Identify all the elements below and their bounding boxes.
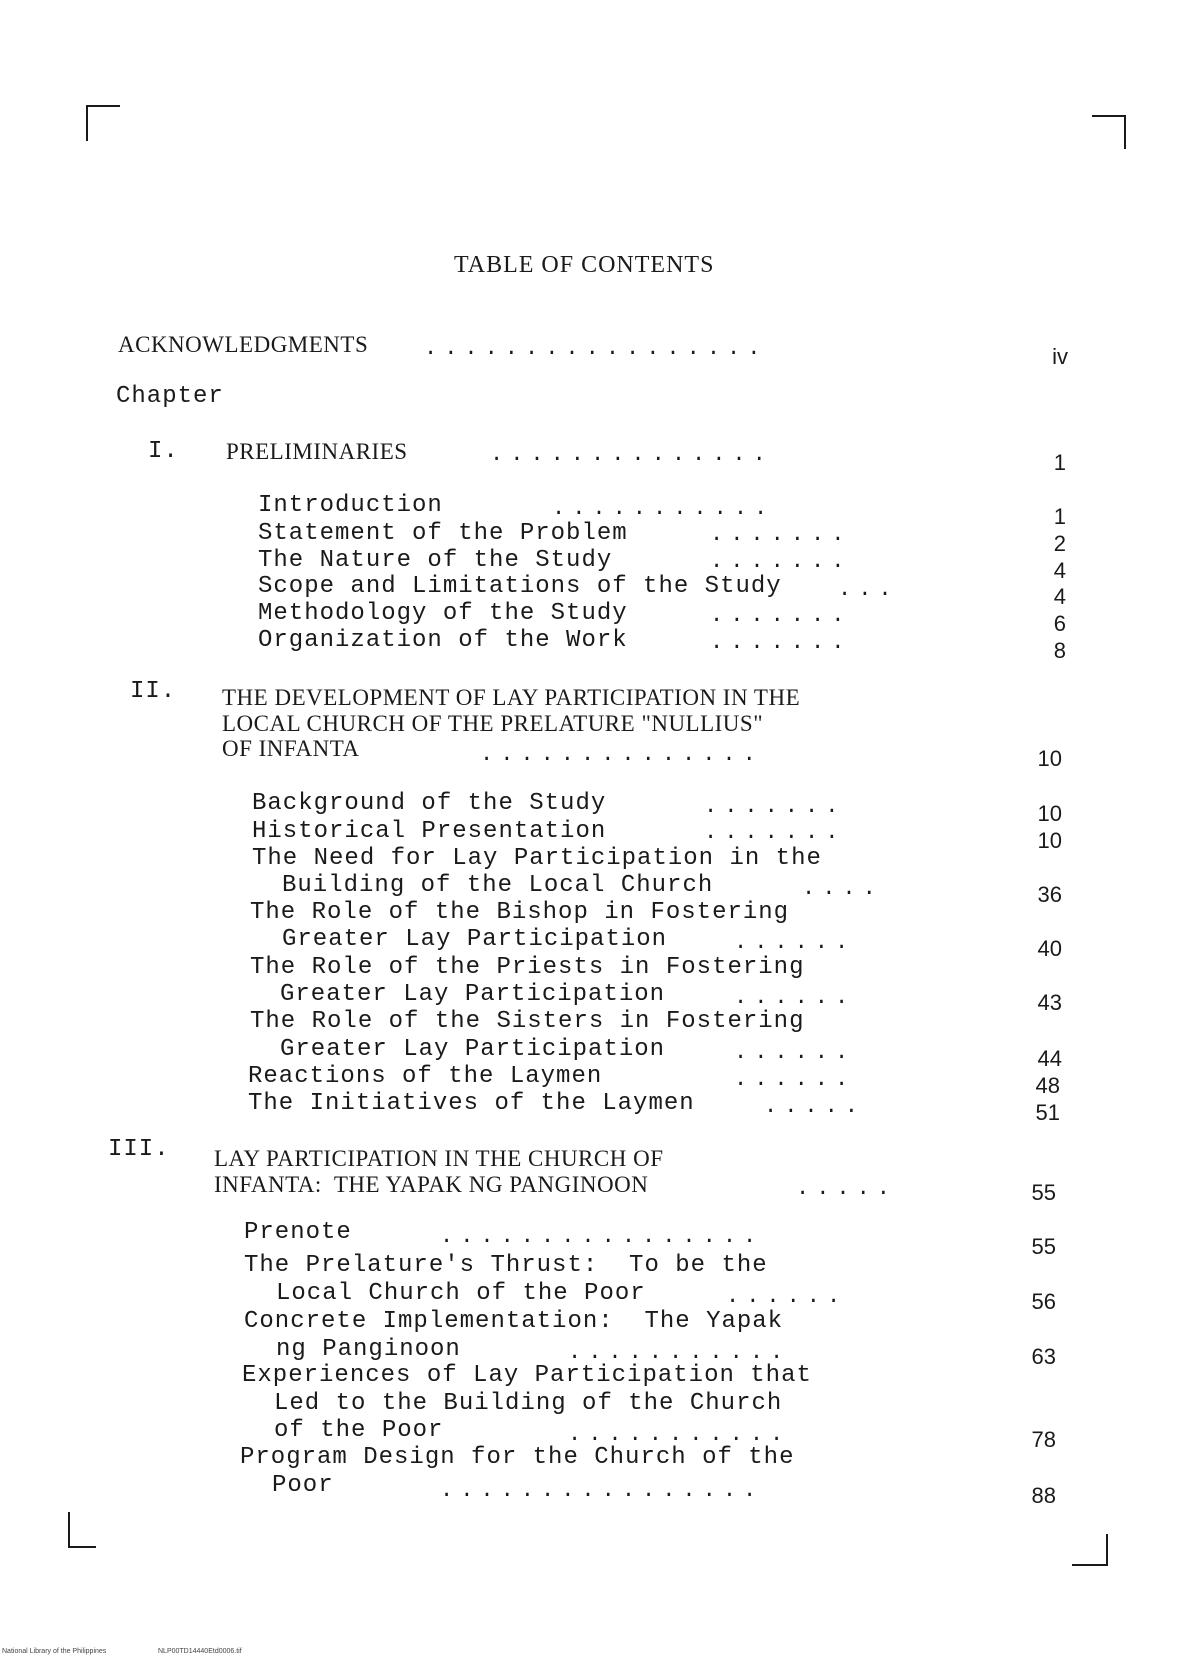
section-title: ng Panginoon xyxy=(276,1336,461,1363)
section-page: 56 xyxy=(1031,1289,1056,1314)
section-title: Reactions of the Laymen xyxy=(248,1063,603,1090)
section-title: Experiences of Lay Participation that xyxy=(242,1362,812,1389)
section-page: 2 xyxy=(1053,531,1066,556)
section-title: Methodology of the Study xyxy=(258,600,628,627)
section-title: Background of the Study xyxy=(252,790,607,817)
leader-dots: ................ xyxy=(440,1224,764,1249)
crop-mark-bottom-left xyxy=(68,1512,70,1548)
page-title: TABLE OF CONTENTS xyxy=(454,252,715,278)
crop-mark-top-left xyxy=(86,105,88,141)
leader-dots: ........... xyxy=(552,496,775,521)
leader-dots: ..... xyxy=(764,1094,866,1119)
section-title: The Prelature's Thrust: To be the xyxy=(244,1252,768,1279)
leader-dots: ...... xyxy=(734,985,856,1010)
chapter-page: 1 xyxy=(1053,450,1066,475)
section-title: Historical Presentation xyxy=(252,818,607,845)
section-page: 4 xyxy=(1053,584,1066,609)
chapter-title: LAY PARTICIPATION IN THE CHURCH OF xyxy=(214,1146,664,1171)
section-page: 51 xyxy=(1035,1100,1060,1125)
crop-mark-bottom-right xyxy=(1072,1564,1108,1566)
section-title: Scope and Limitations of the Study xyxy=(258,573,782,600)
leader-dots: ....... xyxy=(710,522,852,547)
leader-dots: .............. xyxy=(480,742,763,767)
section-page: 43 xyxy=(1037,990,1062,1015)
section-title: Prenote xyxy=(244,1219,352,1246)
section-title: The Nature of the Study xyxy=(258,547,613,574)
section-page: 44 xyxy=(1037,1046,1062,1071)
chapter-page: 55 xyxy=(1031,1180,1056,1205)
chapter-title: LOCAL CHURCH OF THE PRELATURE "NULLIUS" xyxy=(222,711,764,736)
section-page: 40 xyxy=(1037,936,1062,961)
leader-dots: ........... xyxy=(568,1422,791,1447)
chapter-title: OF INFANTA xyxy=(222,736,360,761)
leader-dots: ....... xyxy=(710,630,852,655)
section-title: The Role of the Bishop in Fostering xyxy=(250,899,790,926)
crop-mark-top-right xyxy=(1092,115,1126,117)
section-title: Building of the Local Church xyxy=(282,872,714,899)
section-page: 10 xyxy=(1037,801,1062,826)
chapter-title: PRELIMINARIES xyxy=(226,439,408,464)
section-title: Organization of the Work xyxy=(258,627,628,654)
section-title: Introduction xyxy=(258,492,443,519)
chapter-title: THE DEVELOPMENT OF LAY PARTICIPATION IN THE xyxy=(222,685,801,710)
section-page: 88 xyxy=(1031,1483,1056,1508)
section-page: 10 xyxy=(1037,828,1062,853)
footer-source: National Library of the Philippines xyxy=(2,1648,107,1655)
section-title: The Role of the Priests in Fostering xyxy=(250,954,805,981)
section-page: 55 xyxy=(1031,1234,1056,1259)
leader-dots: ...... xyxy=(726,1284,848,1309)
leader-dots: ................. xyxy=(424,336,768,361)
crop-mark-bottom-right xyxy=(1106,1534,1108,1566)
section-title: Poor xyxy=(272,1472,334,1499)
leader-dots: ....... xyxy=(710,603,852,628)
leader-dots: ...... xyxy=(734,1067,856,1092)
footer-filename: NLP00TD14440Etd0006.tif xyxy=(158,1648,242,1655)
leader-dots: .............. xyxy=(490,442,773,467)
leader-dots: ....... xyxy=(704,794,846,819)
section-title: of the Poor xyxy=(274,1417,444,1444)
section-title: Greater Lay Participation xyxy=(280,1036,666,1063)
section-title: Concrete Implementation: The Yapak xyxy=(244,1308,784,1335)
section-title: The Initiatives of the Laymen xyxy=(248,1090,695,1117)
leader-dots: ................ xyxy=(440,1478,764,1503)
section-page: 8 xyxy=(1053,638,1066,663)
crop-mark-top-left xyxy=(86,105,120,107)
section-page: 48 xyxy=(1035,1073,1060,1098)
leader-dots: .... xyxy=(802,876,883,901)
leader-dots: ....... xyxy=(704,820,846,845)
leader-dots: ....... xyxy=(710,549,852,574)
section-title: Statement of the Problem xyxy=(258,520,628,547)
acknowledgments-page: iv xyxy=(1052,344,1068,369)
section-title: Led to the Building of the Church xyxy=(274,1390,783,1417)
section-title: Program Design for the Church of the xyxy=(240,1444,795,1471)
section-page: 1 xyxy=(1053,504,1066,529)
chapter-numeral: III. xyxy=(108,1136,170,1163)
section-page: 78 xyxy=(1031,1427,1056,1452)
chapter-numeral: II. xyxy=(130,678,177,705)
chapter-heading: Chapter xyxy=(116,383,224,410)
section-page: 4 xyxy=(1053,558,1066,583)
chapter-page: 10 xyxy=(1037,746,1062,771)
leader-dots: ...... xyxy=(734,1040,856,1065)
section-title: Greater Lay Participation xyxy=(280,981,666,1008)
leader-dots: ... xyxy=(838,577,899,602)
crop-mark-bottom-left xyxy=(68,1546,96,1548)
section-title: Greater Lay Participation xyxy=(282,926,668,953)
leader-dots: ...... xyxy=(734,930,856,955)
section-page: 6 xyxy=(1053,611,1066,636)
section-page: 63 xyxy=(1031,1344,1056,1369)
acknowledgments-label: ACKNOWLEDGMENTS xyxy=(118,332,369,357)
section-title: The Role of the Sisters in Fostering xyxy=(250,1008,805,1035)
crop-mark-top-right xyxy=(1124,115,1126,149)
section-page: 36 xyxy=(1037,882,1062,907)
leader-dots: ........... xyxy=(568,1340,791,1365)
chapter-title: INFANTA: THE YAPAK NG PANGINOON xyxy=(214,1172,649,1197)
section-title: The Need for Lay Participation in the xyxy=(252,845,822,872)
chapter-numeral: I. xyxy=(148,438,179,465)
section-title: Local Church of the Poor xyxy=(276,1280,646,1307)
leader-dots: ..... xyxy=(796,1176,898,1201)
